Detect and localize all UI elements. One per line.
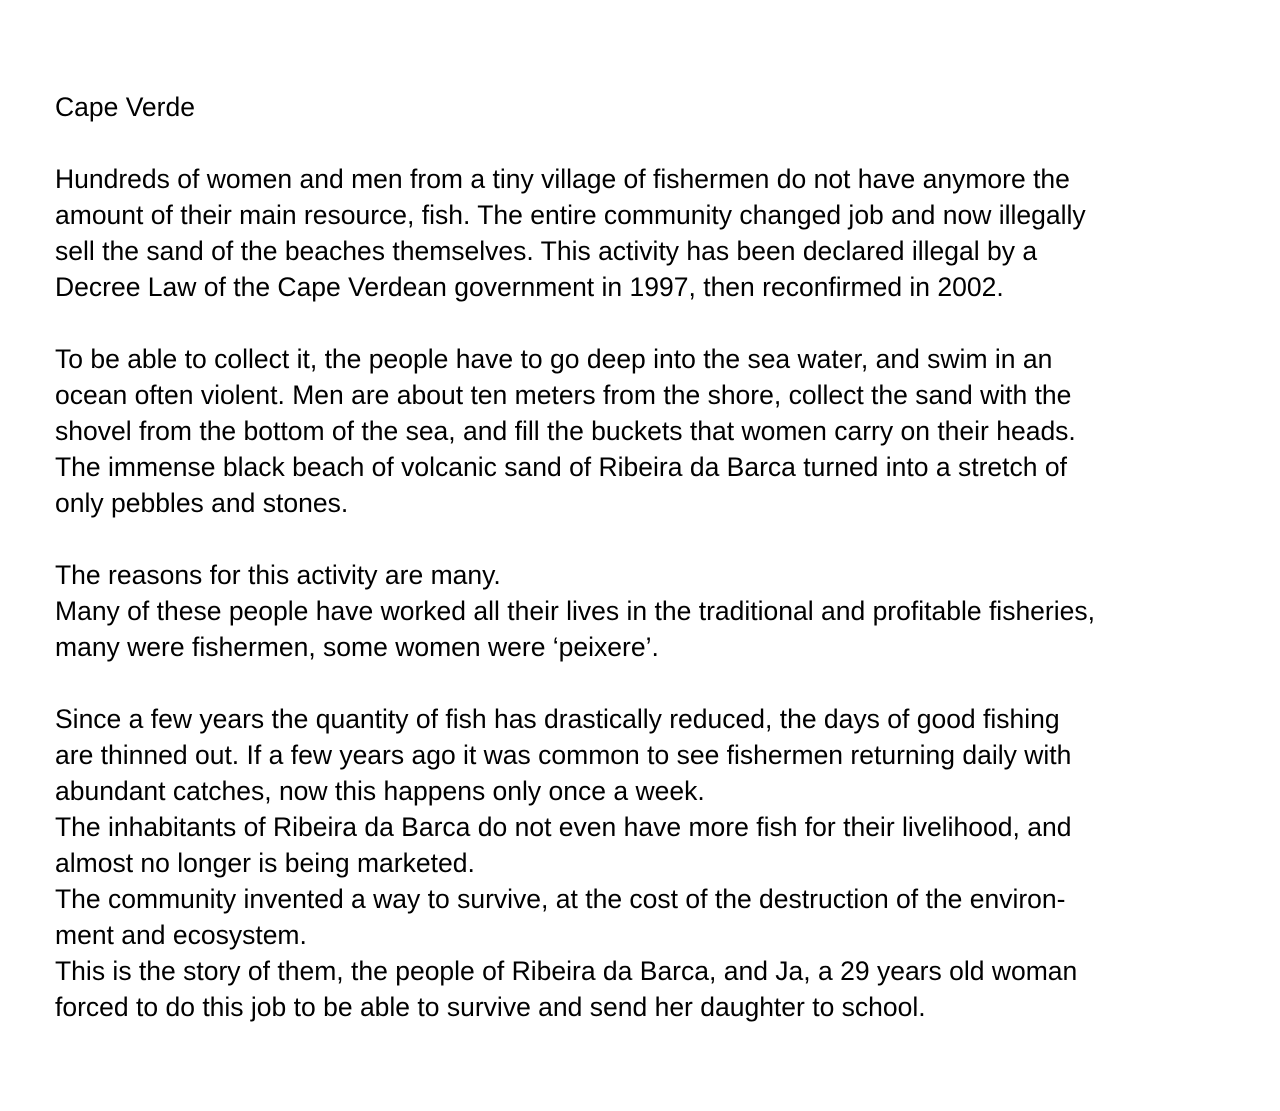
paragraph-1 xyxy=(55,161,1255,305)
text-line: are thinned out. If a few years ago it was common to see fishermen returning daily with xyxy=(55,740,1072,770)
text-line: almost no longer is being marketed. xyxy=(55,848,475,878)
paragraph-gap xyxy=(55,521,1255,557)
text-line: ment and ecosystem. xyxy=(55,920,307,950)
text-line: sell the sand of the beaches themselves. This activity has been declared illegal by a xyxy=(55,236,1038,266)
document-body xyxy=(55,89,1255,1025)
text-line: abundant catches, now this happens only once a week. xyxy=(55,776,705,806)
document-title: Cape Verde xyxy=(55,92,195,122)
paragraph-3 xyxy=(55,557,1255,665)
paragraph-gap xyxy=(55,305,1255,341)
text-line: Many of these people have worked all their lives in the traditional and profitable fisheries, xyxy=(55,596,1095,626)
text-line: forced to do this job to be able to survive and send her daughter to school. xyxy=(55,992,926,1022)
text-line: ocean often violent. Men are about ten meters from the shore, collect the sand with the xyxy=(55,380,1072,410)
paragraph-gap xyxy=(55,125,1255,161)
text-line: Hundreds of women and men from a tiny village of fishermen do not have anymore the xyxy=(55,164,1070,194)
text-line: The reasons for this activity are many. xyxy=(55,560,501,590)
text-line: This is the story of them, the people of Ribeira da Barca, and Ja, a 29 years old woman xyxy=(55,956,1078,986)
paragraph-4 xyxy=(55,701,1255,1025)
paragraph-2 xyxy=(55,341,1255,521)
text-line: To be able to collect it, the people have to go deep into the sea water, and swim in an xyxy=(55,344,1053,374)
text-line: The immense black beach of volcanic sand of Ribeira da Barca turned into a stretch of xyxy=(55,452,1067,482)
text-line: Decree Law of the Cape Verdean government in 1997, then reconfirmed in 2002. xyxy=(55,272,1004,302)
text-line: The community invented a way to survive, at the cost of the destruction of the environ- xyxy=(55,884,1066,914)
text-line: shovel from the bottom of the sea, and fill the buckets that women carry on their heads. xyxy=(55,416,1076,446)
text-line: Since a few years the quantity of fish has drastically reduced, the days of good fishing xyxy=(55,704,1060,734)
text-line: many were fishermen, some women were ‘peixere’. xyxy=(55,632,659,662)
text-line: The inhabitants of Ribeira da Barca do not even have more fish for their livelihood, and xyxy=(55,812,1072,842)
text-line: amount of their main resource, fish. The entire community changed job and now illegally xyxy=(55,200,1086,230)
paragraph-gap xyxy=(55,665,1255,701)
text-line: only pebbles and stones. xyxy=(55,488,349,518)
